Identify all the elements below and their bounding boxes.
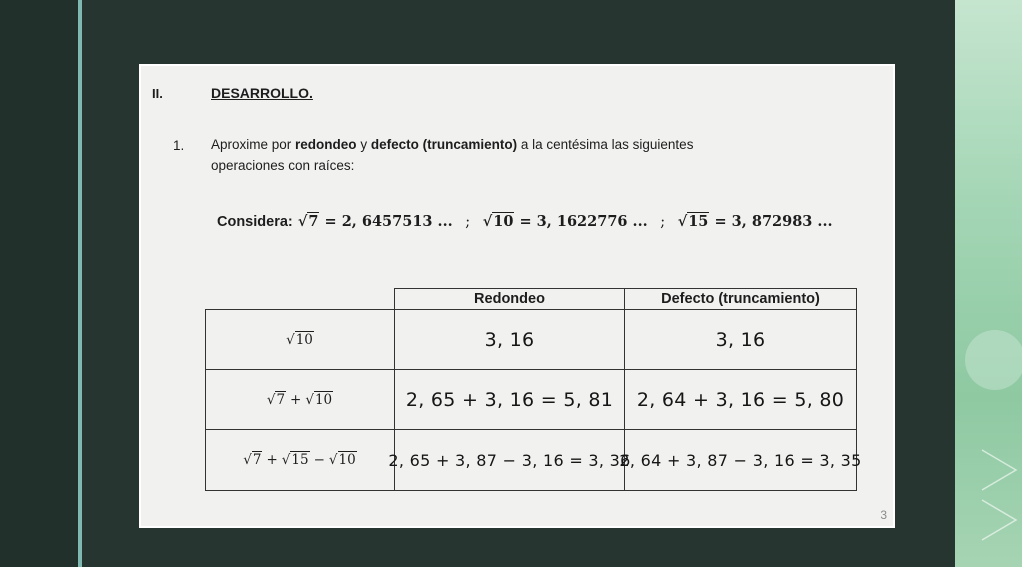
sqrt-expression bbox=[243, 452, 262, 468]
handwritten-defecto: 2, 64 + 3, 87 − 3, 16 = 3, 35 bbox=[624, 429, 857, 491]
worksheet-photo bbox=[141, 66, 893, 526]
handwritten-redondeo: 2, 65 + 3, 16 = 5, 81 bbox=[394, 369, 625, 430]
considera-label: Considera: bbox=[217, 214, 293, 230]
chevron-decoration-icon bbox=[980, 440, 1022, 550]
sqrt-expression bbox=[267, 392, 286, 408]
decorative-glow bbox=[965, 330, 1022, 390]
sqrt-expression bbox=[298, 212, 320, 230]
row-operation bbox=[205, 309, 395, 370]
root-value: = 3, 872983 ... bbox=[714, 213, 833, 230]
left-accent-line bbox=[78, 0, 82, 567]
radical-sign: √ bbox=[266, 391, 276, 408]
sqrt-expression bbox=[329, 452, 357, 468]
radicand: 10 bbox=[295, 331, 313, 348]
table-header: Redondeo bbox=[394, 288, 625, 310]
sqrt-expression bbox=[483, 212, 515, 230]
radicand: 7 bbox=[276, 391, 286, 408]
operator: + bbox=[266, 452, 278, 468]
radicand: 7 bbox=[308, 213, 319, 230]
radical-sign: √ bbox=[482, 213, 493, 230]
radical-sign: √ bbox=[286, 331, 295, 348]
separator: ; bbox=[660, 214, 666, 230]
row-operation bbox=[205, 369, 395, 430]
radical-sign: √ bbox=[297, 213, 308, 230]
radical-sign: √ bbox=[677, 213, 688, 230]
section-title: DESARROLLO. bbox=[211, 85, 313, 101]
instruction-line-2: operaciones con raíces: bbox=[211, 158, 355, 173]
operator: − bbox=[313, 452, 325, 468]
table-header: Defecto (truncamiento) bbox=[624, 288, 857, 310]
handwritten-redondeo: 2, 65 + 3, 87 − 3, 16 = 3, 36 bbox=[394, 429, 625, 491]
page-number: 3 bbox=[880, 508, 887, 522]
radical-sign: √ bbox=[243, 452, 252, 468]
radicand: 10 bbox=[493, 213, 514, 230]
radicand: 10 bbox=[338, 452, 356, 468]
section-number: II. bbox=[152, 86, 163, 101]
radical-sign: √ bbox=[305, 391, 314, 408]
sqrt-expression bbox=[286, 332, 314, 348]
radicand: 10 bbox=[314, 391, 333, 408]
right-decorative-panel bbox=[955, 0, 1022, 567]
radical-sign: √ bbox=[281, 452, 291, 468]
handwritten-defecto: 2, 64 + 3, 16 = 5, 80 bbox=[624, 369, 857, 430]
considera-line bbox=[217, 213, 833, 230]
separator: ; bbox=[465, 214, 471, 230]
radicand: 15 bbox=[291, 452, 309, 468]
radical-sign: √ bbox=[328, 452, 338, 468]
item-number: 1. bbox=[173, 138, 185, 153]
handwritten-redondeo: 3, 16 bbox=[394, 309, 625, 370]
sqrt-expression bbox=[678, 212, 710, 230]
handwritten-defecto: 3, 16 bbox=[624, 309, 857, 370]
root-value: = 2, 6457513 ... bbox=[324, 213, 453, 230]
sqrt-expression bbox=[305, 392, 333, 408]
left-dark-strip bbox=[0, 0, 78, 567]
sqrt-expression bbox=[282, 452, 310, 468]
radicand: 15 bbox=[688, 213, 709, 230]
root-value: = 3, 1622776 ... bbox=[519, 213, 648, 230]
row-operation bbox=[205, 429, 395, 491]
radicand: 7 bbox=[252, 452, 262, 468]
instruction-line-1: Aproxime por redondeo y defecto (truncamiento) a la centésima las siguientes bbox=[211, 137, 694, 152]
operator: + bbox=[290, 391, 302, 408]
